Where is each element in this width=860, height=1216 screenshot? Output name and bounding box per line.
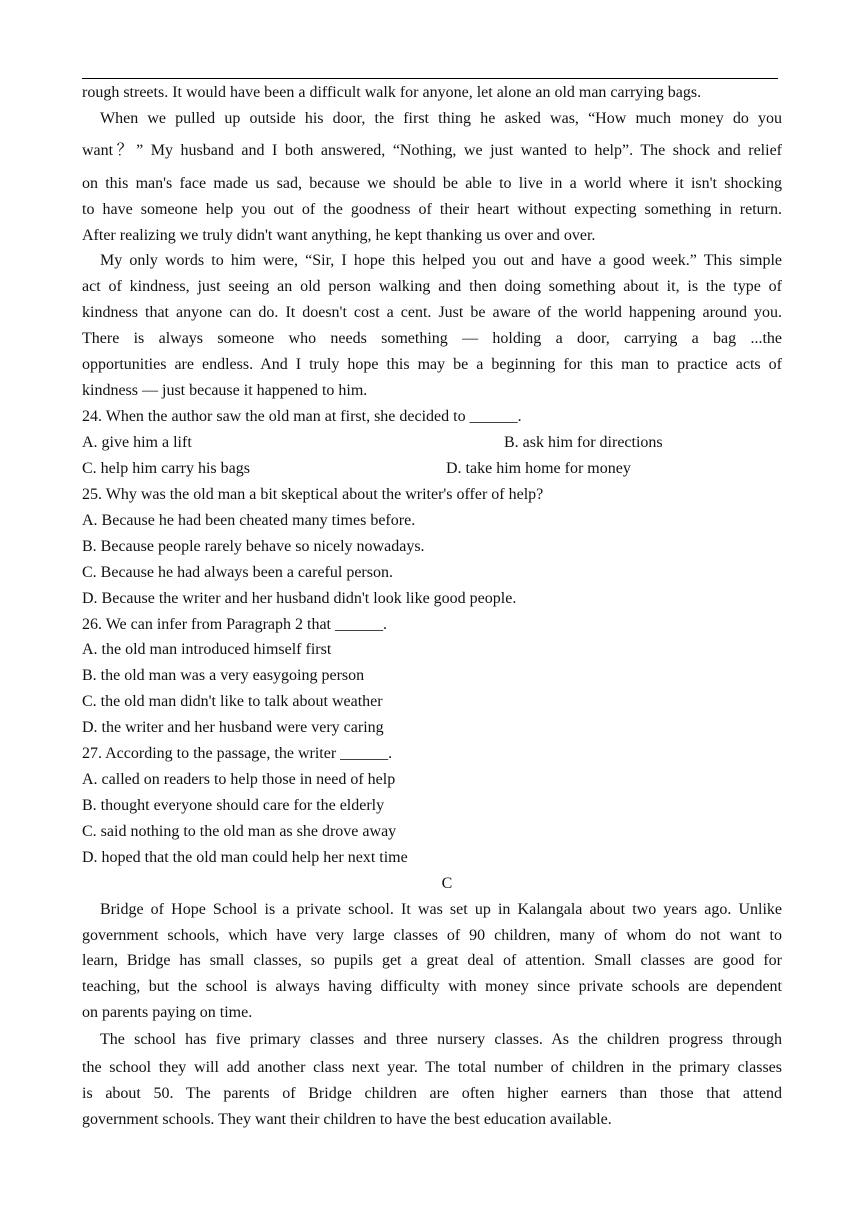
passage-c-line: Bridge of Hope School is a private school. It was set up in Kalangala about two years ago. Unlike (100, 901, 782, 918)
passage-b-line: to have someone help you out of the goodness of their heart without expecting something in return. (82, 201, 782, 218)
passage-c-line: government schools, which have very large classes of 90 children, many of whom do not want to (82, 927, 782, 944)
question-26-stem: 26. We can infer from Paragraph 2 that ______. (82, 616, 387, 633)
question-25-option-c: C. Because he had always been a careful person. (82, 564, 393, 581)
question-27-option-b: B. thought everyone should care for the elderly (82, 797, 385, 814)
question-26-option-c: C. the old man didn't like to talk about weather (82, 693, 383, 710)
passage-b-line: want？” My husband and I both answered, “Nothing, we just wanted to help”. The shock and relief (82, 142, 782, 159)
question-26-option-b: B. the old man was a very easygoing person (82, 667, 365, 684)
section-c-heading: C (441, 875, 453, 892)
question-26-option-d: D. the writer and her husband were very caring (82, 719, 384, 736)
question-25-option-d: D. Because the writer and her husband didn't look like good people. (82, 590, 517, 607)
question-24-option-a: A. give him a lift (82, 434, 192, 451)
question-27-option-c: C. said nothing to the old man as she drove away (82, 823, 397, 840)
question-27-option-a: A. called on readers to help those in need of help (82, 771, 396, 788)
passage-b-line: rough streets. It would have been a difficult walk for anyone, let alone an old man carrying bags. (82, 84, 702, 101)
passage-b-line: opportunities are endless. And I truly hope this may be a beginning for this man to practice acts of (82, 356, 782, 373)
passage-b-line: kindness — just because it happened to him. (82, 382, 368, 399)
passage-b-line: act of kindness, just seeing an old person walking and then doing something about it, is the type of (82, 278, 782, 295)
passage-b-line: There is always someone who needs something — holding a door, carrying a bag ...the (82, 330, 782, 347)
passage-b-line: kindness that anyone can do. It doesn't cost a cent. Just be aware of the world happening around you. (82, 304, 782, 321)
passage-c-line: The school has five primary classes and three nursery classes. As the children progress through (100, 1031, 782, 1048)
question-25-stem: 25. Why was the old man a bit skeptical about the writer's offer of help? (82, 486, 544, 503)
passage-c-line: teaching, but the school is always having difficulty with money since private schools are dependent (82, 978, 782, 995)
passage-c-line: on parents paying on time. (82, 1004, 253, 1021)
question-26-option-a: A. the old man introduced himself first (82, 641, 332, 658)
passage-b-line: When we pulled up outside his door, the first thing he asked was, “How much money do you (100, 110, 782, 127)
passage-c-line: government schools. They want their children to have the best education available. (82, 1111, 612, 1128)
question-24-option-d: D. take him home for money (446, 460, 631, 477)
passage-c-line: learn, Bridge has small classes, so pupils get a great deal of attention. Small classes are good for (82, 952, 782, 969)
question-25-option-a: A. Because he had been cheated many times before. (82, 512, 416, 529)
passage-b-line: My only words to him were, “Sir, I hope this helped you out and have a good week.” This simple (100, 252, 782, 269)
passage-c-line: is about 50. The parents of Bridge children are often higher earners than those that attend (82, 1085, 782, 1102)
header-rule (82, 78, 778, 79)
question-27-option-d: D. hoped that the old man could help her next time (82, 849, 408, 866)
passage-c-line: the school they will add another class next year. The total number of children in the primary classes (82, 1059, 782, 1076)
question-27-stem: 27. According to the passage, the writer ______. (82, 745, 393, 762)
question-25-option-b: B. Because people rarely behave so nicely nowadays. (82, 538, 425, 555)
question-24-option-b: B. ask him for directions (504, 434, 663, 451)
question-24-stem: 24. When the author saw the old man at first, she decided to ______. (82, 408, 522, 425)
question-24-option-c: C. help him carry his bags (82, 460, 250, 477)
passage-b-line: After realizing we truly didn't want anything, he kept thanking us over and over. (82, 227, 596, 244)
passage-b-line: on this man's face made us sad, because we should be able to live in a world where it isn't shocking (82, 175, 782, 192)
